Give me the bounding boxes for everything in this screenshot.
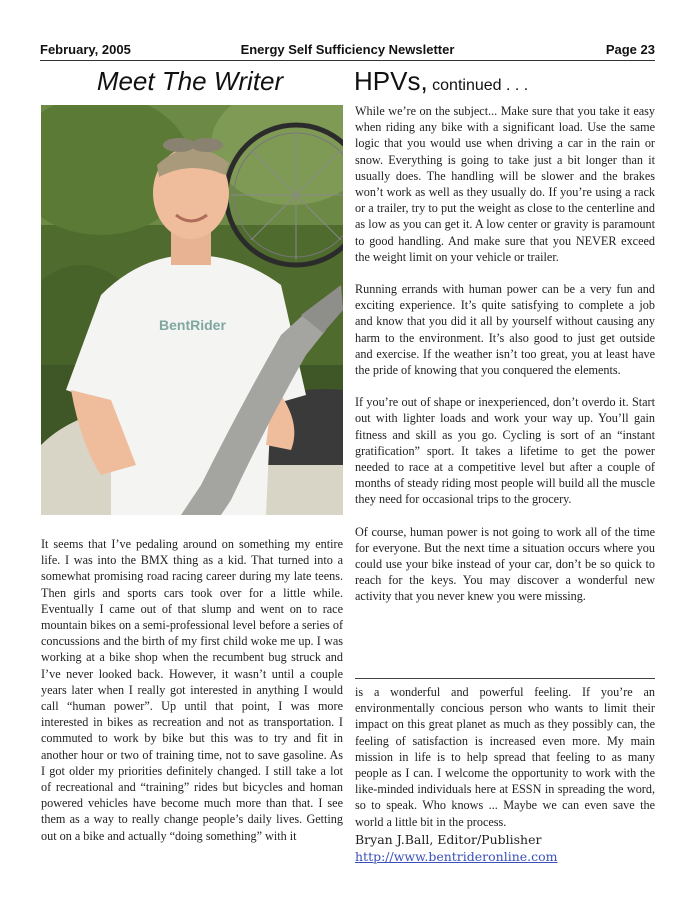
author-signature: Bryan J.Ball, Editor/Publisher (355, 832, 542, 847)
writer-photo (41, 105, 343, 515)
writer-bio-continuation: is a wonderful and powerful feeling. If you’re an environmentally concious person who wants to limit their impact on this great planet as much as they possibly can, the feeling of satisfaction is increased even more. My main mission in life is to help spread that feeling to as many people as I can. I welcome the opportunity to work with the like-minded individuals here at ESSN in spreading the word, so to speak. Who knows ... Maybe we can even save the world a little bit in the process. (355, 685, 655, 829)
hpvs-heading-continued: continued . . . (432, 77, 529, 94)
website-link[interactable]: http://www.bentrideronline.com (355, 849, 558, 864)
svg-text:BentRider: BentRider (159, 317, 226, 333)
issue-date: February, 2005 (40, 42, 131, 57)
header-rule (40, 60, 655, 61)
meet-the-writer-heading: Meet The Writer (96, 66, 284, 96)
column-divider (355, 678, 655, 679)
writer-bio-text: It seems that I’ve pedaling around on something my entire life. I was into the BMX thing as a kid. That turned into a somewhat promising road racing career during my late teens. Then girls and sports cars took over for a little while. Eventually I came out of that slump and went on to race mountain bikes on a semi-professional level before a series of concussions and the birth of my first child woke me up. I was working at a bike shop when the recumbent bug struck and I’ve never looked back. However, it wasn’t until a couple years later when I really got interested in anything I would call “human power”. Up until that point, I was more interested in bikes as recreation and not as transportation. I commuted to work by bike but this was to try and fit in another hour or two of training time, not to save gasoline. As I got older my priorities definitely changed. I still take a lot of recreational and “training” rides but bicycles and homan powered vehicles have become much more than that. I see them as a way to really change people’s daily lives. Getting out on a bike and actually “doing something” with it (41, 537, 343, 843)
article-paragraph-1: While we’re on the subject... Make sure that you take it easy when riding any bike with a significant load. Use the same logic that you would use when driving a car in the rain or snow. Everything is going to take just a bit longer than it usually does. The handling will be slower and the brakes won’t work as well as they usually do. If you’re using a rack or a trailer, try to put the weight as close to the centerline and as low as you can get it. A low center or gravity is paramount to good handling. And make sure that you NEVER exceed the weight limit on your vehicle or trailer. (355, 104, 655, 264)
hpvs-article (355, 103, 655, 605)
hpvs-heading (354, 66, 528, 97)
article-paragraph-4: Of course, human power is not going to work all of the time for everyone. But the next time a situation occurs where you could use your bike instead of your car, don’t be so quick to reach for the keys. You may discover a wonderful new activity that you never knew you were missing. (355, 524, 655, 604)
article-paragraph-2: Running errands with human power can be a very fun and exciting experience. It’s quite satisfying to complete a job and know that you did it all by yourself without causing any harm to the environment. It’s also good to just get outside and exercise. If the weather isn’t too great, you at least have the pride of knowing that you conquered the elements. (355, 282, 655, 378)
article-paragraph-3: If you’re out of shape or inexperienced, don’t overdo it. Start out with lighter loads and work your way up. You’ll gain fitness and skill as you go. Cycling is sort of an “instant gratification” sport. It takes a lifetime to get the power needed to race at a competitive level but after a couple of months of steady riding most people will build all the muscle they need for occasional trips to the grocery. (355, 395, 655, 507)
page-number: Page 23 (605, 42, 655, 57)
newsletter-title: Energy Self Sufficiency Newsletter (240, 42, 455, 57)
hpvs-heading-main: HPVs, (354, 66, 428, 96)
